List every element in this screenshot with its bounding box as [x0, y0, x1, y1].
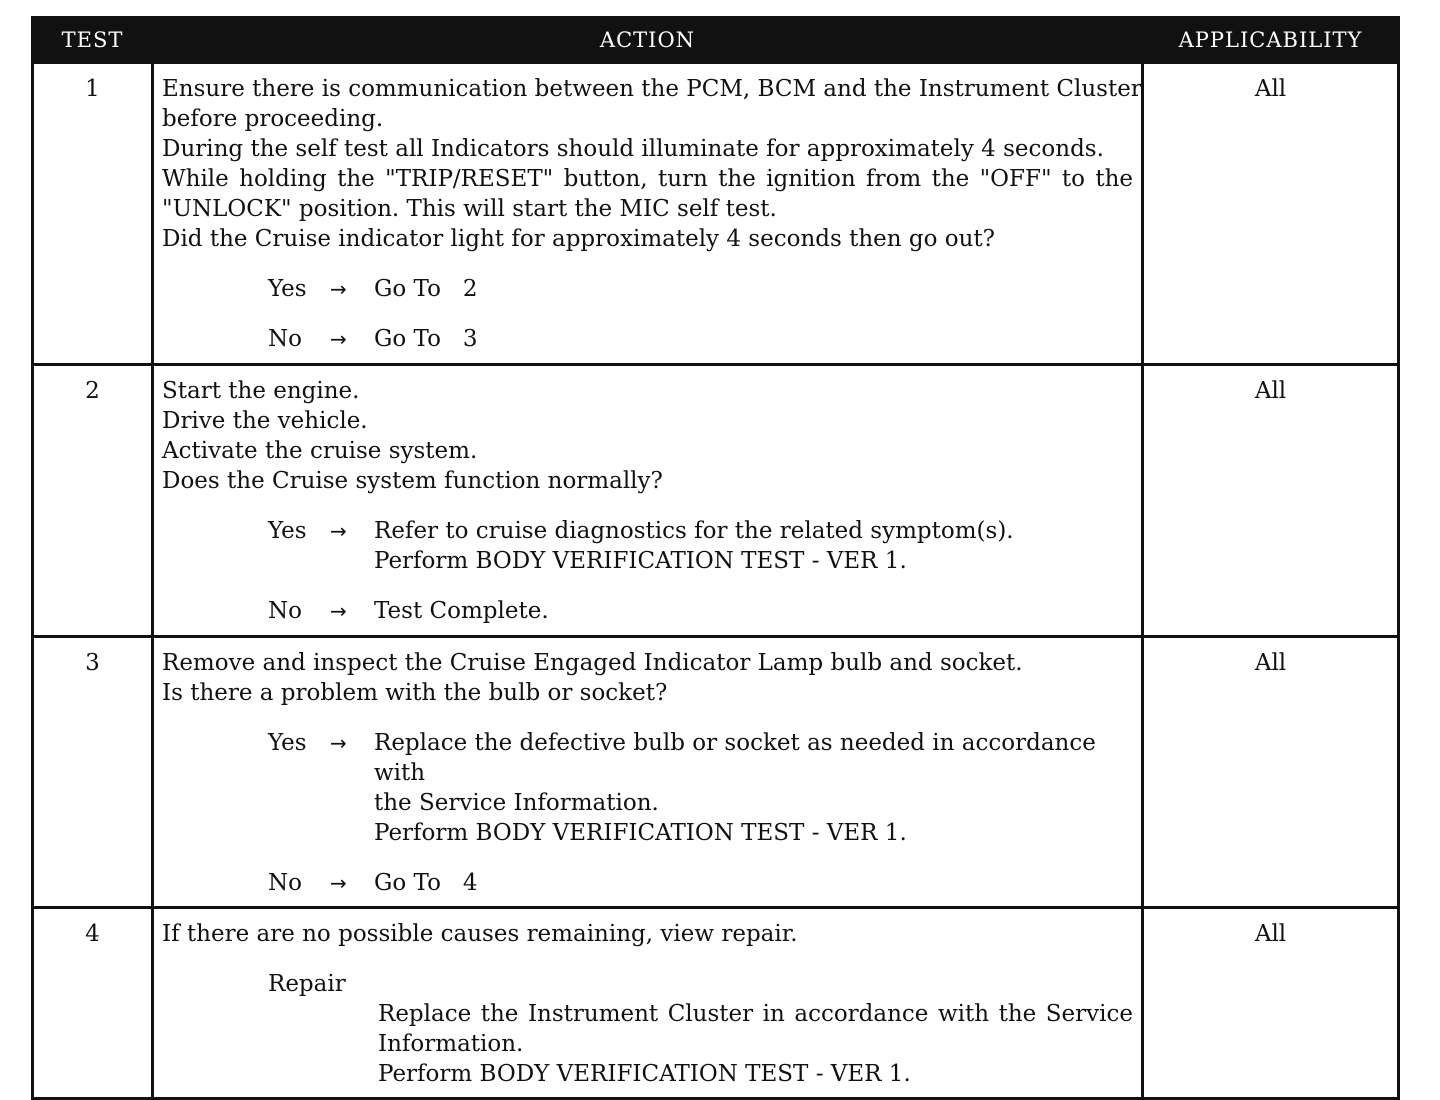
yes-branch — [268, 728, 1133, 848]
action-line: Activate the cruise system. — [162, 438, 478, 464]
repair-line: Information. — [378, 1031, 524, 1057]
no-label: No — [268, 870, 302, 896]
action-cell — [153, 365, 1143, 637]
action-line: While holding the "TRIP/RESET" button, turn the ignition from the "OFF" to the — [162, 166, 1133, 192]
result-line: Perform BODY VERIFICATION TEST - VER 1. — [374, 820, 907, 846]
header-action: ACTION — [153, 18, 1143, 63]
no-branch — [268, 596, 1133, 626]
action-line: Does the Cruise system function normally? — [162, 468, 663, 494]
action-cell — [153, 63, 1143, 365]
yes-label: Yes — [268, 518, 307, 544]
arrow-icon: → — [330, 871, 347, 895]
table-row — [33, 637, 1399, 908]
yes-result — [374, 516, 1133, 576]
no-label: No — [268, 598, 302, 624]
action-line: "UNLOCK" position. This will start the MIC self test. — [162, 196, 777, 222]
action-line: During the self test all Indicators should illuminate for approximately 4 seconds. — [162, 136, 1104, 162]
no-label: No — [268, 326, 302, 352]
applicability-value: All — [1143, 908, 1399, 1099]
yes-label: Yes — [268, 730, 307, 756]
action-line: Did the Cruise indicator light for approximately 4 seconds then go out? — [162, 226, 996, 252]
yes-result: Go To 2 — [374, 276, 478, 302]
test-number: 1 — [33, 63, 153, 365]
repair-label: Repair — [268, 971, 346, 997]
table-row — [33, 365, 1399, 637]
action-cell — [153, 637, 1143, 908]
action-line: Start the engine. — [162, 378, 360, 404]
action-line: Is there a problem with the bulb or socket? — [162, 680, 668, 706]
result-line: the Service Information. — [374, 790, 659, 816]
action-line: Ensure there is communication between the PCM, BCM and the Instrument Cluster — [162, 76, 1142, 102]
header-applicability: APPLICABILITY — [1143, 18, 1399, 63]
result-line: Perform BODY VERIFICATION TEST - VER 1. — [374, 548, 907, 574]
result-line: Refer to cruise diagnostics for the related symptom(s). — [374, 518, 1014, 544]
action-line: If there are no possible causes remaining, view repair. — [162, 921, 798, 947]
action-line: before proceeding. — [162, 106, 384, 132]
applicability-value: All — [1143, 63, 1399, 365]
action-cell — [153, 908, 1143, 1099]
action-line: Remove and inspect the Cruise Engaged Indicator Lamp bulb and socket. — [162, 650, 1023, 676]
arrow-icon: → — [330, 519, 347, 543]
test-number: 3 — [33, 637, 153, 908]
no-result: Go To 3 — [374, 326, 478, 352]
arrow-icon: → — [330, 327, 347, 351]
no-result: Test Complete. — [374, 598, 549, 624]
no-result: Go To 4 — [374, 870, 478, 896]
test-number: 4 — [33, 908, 153, 1099]
arrow-icon: → — [330, 599, 347, 623]
repair-line: Perform BODY VERIFICATION TEST - VER 1. — [378, 1061, 911, 1087]
table-row — [33, 63, 1399, 365]
action-line: Drive the vehicle. — [162, 408, 368, 434]
table-header-row — [33, 18, 1399, 63]
yes-branch — [268, 274, 1133, 304]
arrow-icon: → — [330, 731, 347, 755]
arrow-icon: → — [330, 277, 347, 301]
result-line: Replace the defective bulb or socket as needed in accordance with — [374, 730, 1096, 786]
yes-label: Yes — [268, 276, 307, 302]
repair-line: Replace the Instrument Cluster in accordance with the Service — [378, 1001, 1133, 1027]
yes-result — [374, 728, 1133, 848]
table-row — [33, 908, 1399, 1099]
no-branch — [268, 324, 1133, 354]
diagnostic-test-table — [31, 16, 1400, 1100]
applicability-value: All — [1143, 365, 1399, 637]
repair-text — [378, 999, 1133, 1089]
header-test: TEST — [33, 18, 153, 63]
yes-branch — [268, 516, 1133, 576]
applicability-value: All — [1143, 637, 1399, 908]
test-number: 2 — [33, 365, 153, 637]
no-branch — [268, 868, 1133, 898]
